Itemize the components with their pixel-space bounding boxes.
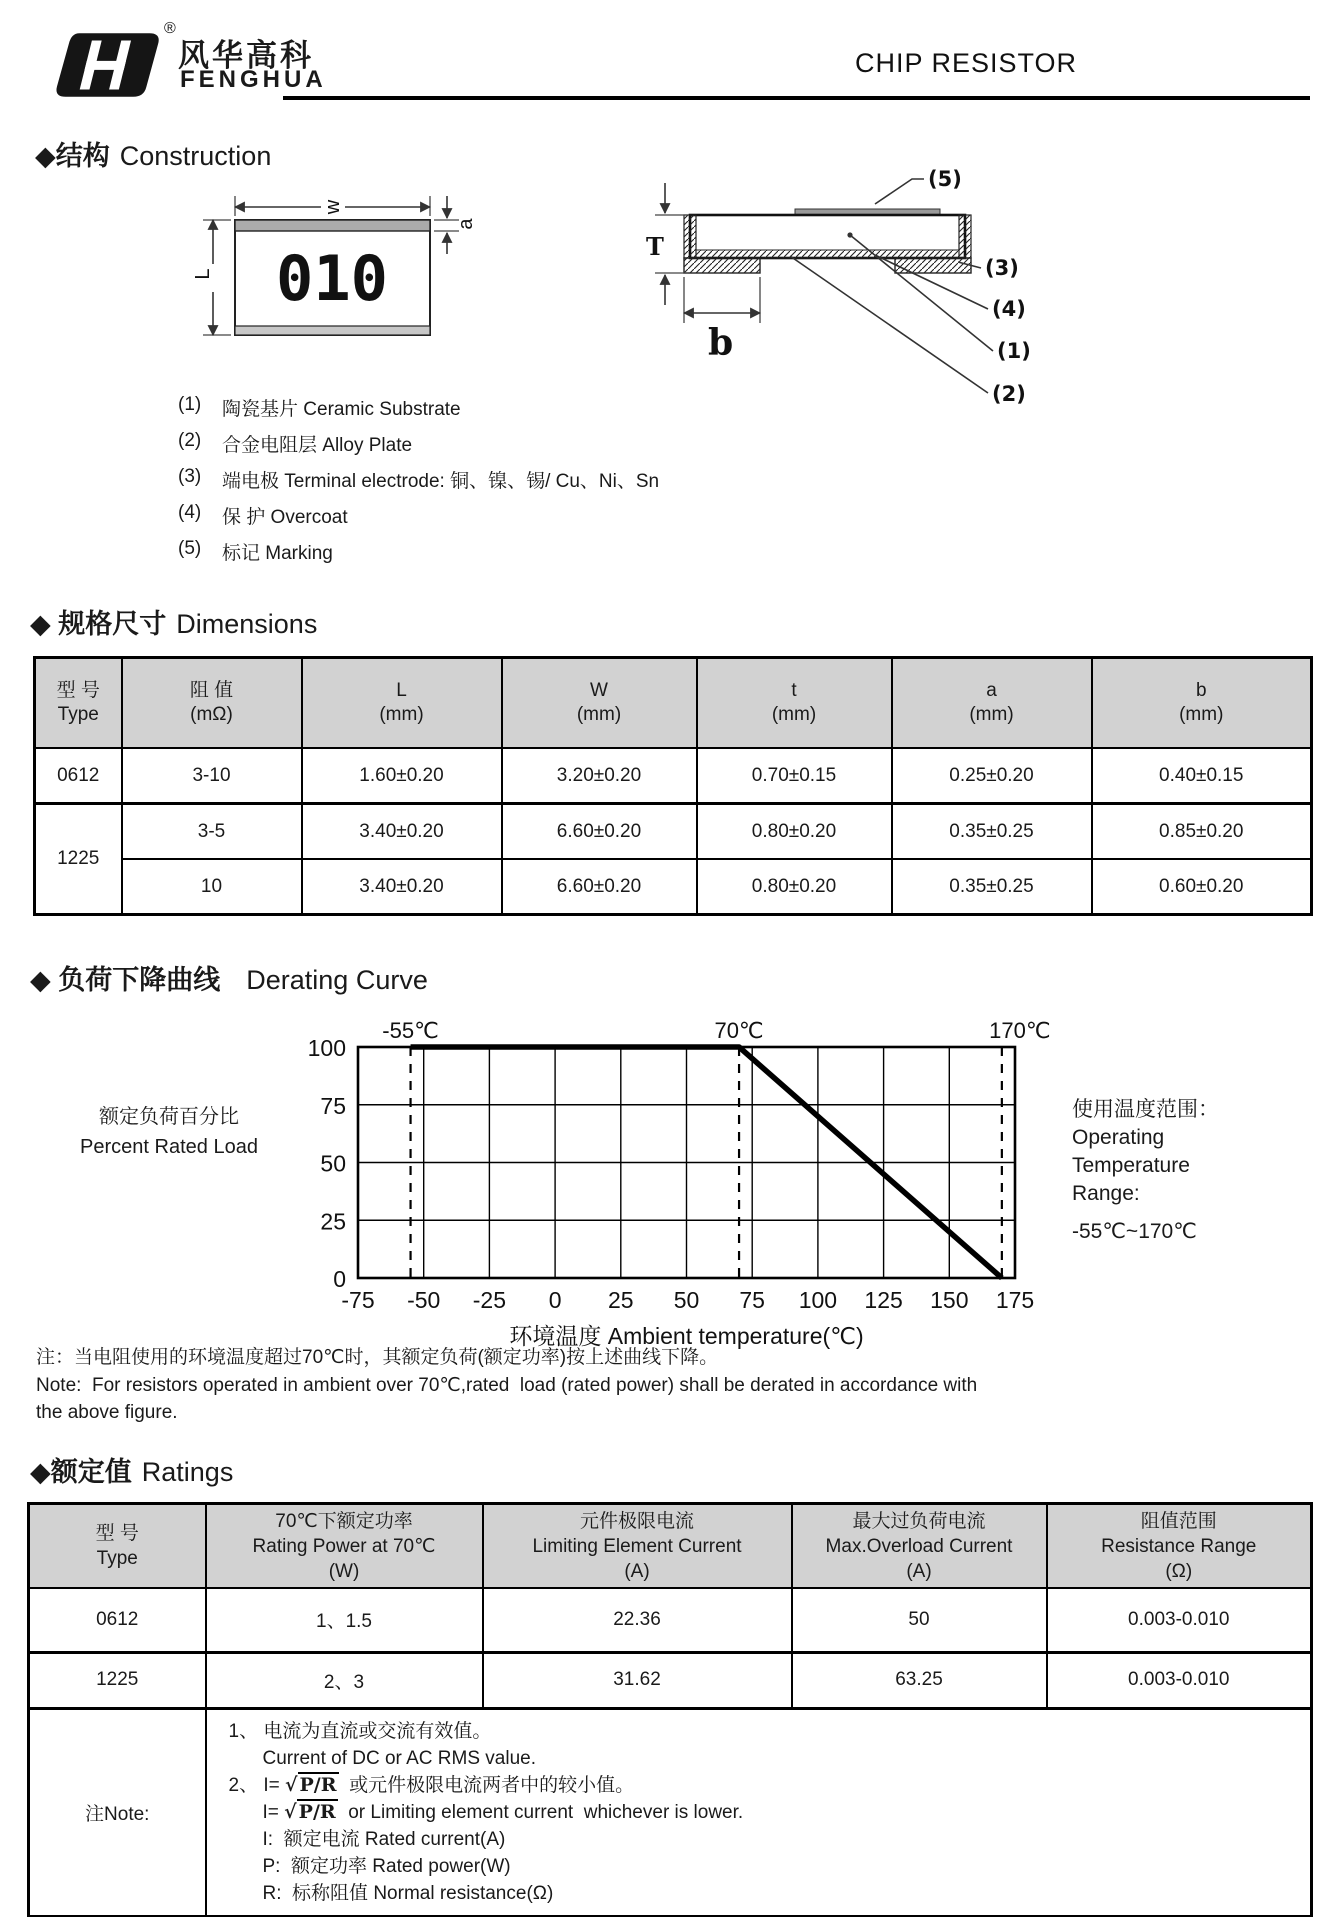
dim-cell: 1.60±0.20	[302, 748, 502, 804]
y-axis-title-zh: 额定负荷百分比	[99, 1106, 239, 1128]
derating-note-zh: 注：当电阻使用的环境温度超过70℃时，其额定负荷(额定功率)按上述曲线下降。	[36, 1347, 719, 1368]
ratings-note-label: 注Note:	[29, 1708, 206, 1916]
chip-marking: 010	[276, 242, 388, 315]
x-tick-label: -50	[407, 1287, 441, 1313]
dim-col-resistance: 阻 值 (mΩ)	[122, 658, 302, 749]
construction-item-num: (2)	[178, 430, 202, 451]
dim-cell: 0.35±0.25	[892, 804, 1092, 860]
dim-label-w: w	[322, 199, 344, 215]
left-end-electrode	[684, 215, 696, 258]
right-end-electrode	[959, 215, 971, 258]
x-tick-label: 125	[864, 1287, 903, 1313]
dim-label-t: T	[646, 232, 664, 261]
ratings-cell: 63.25	[792, 1652, 1047, 1708]
registered-trademark-icon: ®	[164, 20, 176, 37]
temperature-annotation: 170℃	[989, 1020, 1051, 1043]
construction-topview-diagram	[175, 190, 485, 355]
heading-en: Ratings	[141, 1457, 234, 1487]
dimensions-row-0612	[35, 748, 1312, 804]
ratings-cell: 0.003-0.010	[1047, 1652, 1312, 1708]
dim-cell: 0.25±0.20	[892, 748, 1092, 804]
ratings-cell: 0.003-0.010	[1047, 1588, 1312, 1652]
y-tick-label: 75	[320, 1092, 346, 1119]
dim-cell: 3.40±0.20	[302, 804, 502, 860]
dim-cell: 3.40±0.20	[302, 859, 502, 915]
dimensions-header-row	[35, 658, 1312, 749]
ratings-note-line: I= √ P/R or Limiting element current whichever is lower.	[262, 1800, 744, 1823]
construction-section-diagram	[640, 155, 1035, 410]
heading-zh: ◆结构	[35, 141, 110, 171]
ratings-header-row	[29, 1504, 1312, 1589]
ratings-note-line: R: 标称阻值 Normal resistance(Ω)	[262, 1882, 554, 1904]
ratings-note-line: 2、 I= √ P/R 或元件极限电流两者中的较小值。	[228, 1773, 635, 1796]
op-range-value: -55℃~170℃	[1072, 1220, 1197, 1243]
ratings-note-row	[29, 1708, 1312, 1916]
construction-item	[178, 430, 659, 457]
callout-5: (5)	[928, 167, 962, 191]
dim-cell-type: 1225	[35, 804, 122, 915]
x-tick-label: -75	[341, 1287, 375, 1313]
x-tick-label: -25	[472, 1287, 507, 1313]
heading-zh: ◆额定值	[30, 1457, 132, 1487]
dim-cell: 0.70±0.15	[697, 748, 892, 804]
ratings-cell: 22.36	[483, 1588, 792, 1652]
section-heading-dimensions	[30, 602, 317, 641]
heading-zh: ◆ 负荷下降曲线	[30, 965, 221, 995]
ratings-cell: 2、3	[206, 1652, 483, 1708]
ratings-cell: 31.62	[483, 1652, 792, 1708]
ratings-col-overload-current: 最大过负荷电流 Max.Overload Current (A)	[792, 1504, 1047, 1589]
brand-name-en: FENGHUA	[180, 66, 327, 93]
dim-cell: 0.80±0.20	[697, 859, 892, 915]
construction-item-text: 标记 Marking	[222, 543, 333, 564]
heading-en: Dimensions	[176, 609, 318, 639]
dimensions-row-1225a	[35, 804, 1312, 860]
dim-cell: 6.60±0.20	[502, 859, 697, 915]
y-tick-label: 0	[333, 1266, 346, 1292]
callout-3: (3)	[985, 256, 1019, 280]
section-heading-derating	[30, 958, 428, 997]
dim-cell: 0.85±0.20	[1092, 804, 1312, 860]
left-bottom-electrode	[684, 258, 760, 273]
ratings-note-line: Current of DC or AC RMS value.	[262, 1747, 536, 1769]
header-rule	[283, 96, 1310, 100]
section-heading-ratings	[30, 1450, 233, 1489]
sqrt-expression: √ P/R	[284, 1800, 336, 1823]
construction-item	[178, 502, 659, 529]
heading-en: Construction	[119, 141, 272, 171]
alloy-layer	[696, 250, 959, 258]
brand-name-cn: 风华高科	[178, 38, 314, 73]
x-tick-label: 100	[798, 1287, 838, 1313]
y-axis-title	[55, 1102, 283, 1162]
heading-zh: ◆ 规格尺寸	[30, 609, 167, 639]
construction-item-text: 陶瓷基片 Ceramic Substrate	[222, 399, 461, 420]
x-tick-label: 50	[673, 1287, 700, 1313]
op-range-en: Temperature	[1072, 1154, 1190, 1177]
derating-note-en: Note: For resistors operated in ambient over 70℃,rated load (rated power) shall be derated in accordance with	[36, 1374, 978, 1396]
dim-cell: 3-10	[122, 748, 302, 804]
dim-cell: 0.35±0.25	[892, 859, 1092, 915]
ratings-col-limiting-current: 元件极限电流 Limiting Element Current (A)	[483, 1504, 792, 1589]
ratings-note-line: I: 额定电流 Rated current(A)	[262, 1828, 506, 1850]
callout-1: (1)	[997, 339, 1031, 363]
sqrt-expression: √ P/R	[285, 1773, 337, 1796]
dim-cell: 0.60±0.20	[1092, 859, 1312, 915]
ratings-note-line: P: 额定功率 Rated power(W)	[262, 1855, 511, 1877]
dim-col-type: 型 号 Type	[35, 658, 122, 749]
x-tick-label: 75	[739, 1287, 765, 1313]
ratings-cell: 1225	[29, 1652, 206, 1708]
ratings-row-1225	[29, 1652, 1312, 1708]
x-tick-label: 0	[548, 1287, 562, 1313]
callout-4: (4)	[992, 297, 1026, 321]
ratings-col-type: 型 号 Type	[29, 1504, 206, 1589]
dim-cell: 3-5	[122, 804, 302, 860]
ratings-notes	[206, 1708, 1312, 1916]
construction-item	[178, 394, 659, 421]
dim-col-b: b (mm)	[1092, 658, 1312, 749]
y-axis-title-en: Percent Rated Load	[80, 1136, 258, 1158]
dim-col-t: t (mm)	[697, 658, 892, 749]
section-heading-construction	[35, 134, 271, 173]
dim-label-b: b	[708, 322, 734, 364]
x-tick-label: 175	[995, 1287, 1035, 1313]
chip-top-electrode-band	[235, 220, 430, 231]
dim-cell-type: 0612	[35, 748, 122, 804]
ratings-cell: 0612	[29, 1588, 206, 1652]
construction-item	[178, 466, 659, 493]
ratings-table	[27, 1502, 1313, 1917]
op-range-zh: 使用温度范围：	[1072, 1098, 1219, 1121]
ratings-col-power: 70℃下额定功率 Rating Power at 70℃ (W)	[206, 1504, 483, 1589]
construction-item	[178, 538, 659, 565]
construction-item-text: 保 护 Overcoat	[222, 507, 348, 528]
derating-curve-chart	[290, 1020, 1065, 1350]
heading-en: Derating Curve	[246, 965, 428, 995]
construction-item-num: (1)	[178, 394, 202, 415]
ratings-row-0612	[29, 1588, 1312, 1652]
x-axis-title: 环境温度 Ambient temperature(℃)	[509, 1323, 864, 1349]
dimensions-row-1225b	[35, 859, 1312, 915]
dim-cell: 3.20±0.20	[502, 748, 697, 804]
temperature-annotation: -55℃	[382, 1020, 439, 1043]
dimensions-table	[33, 656, 1313, 916]
dim-col-w: W (mm)	[502, 658, 697, 749]
op-range-en: Operating	[1072, 1126, 1165, 1149]
x-tick-label: 150	[930, 1287, 969, 1313]
dim-col-a: a (mm)	[892, 658, 1092, 749]
dim-label-a: a	[455, 218, 477, 230]
construction-item-num: (3)	[178, 466, 202, 487]
construction-item-num: (5)	[178, 538, 202, 559]
dim-label-l: L	[192, 268, 214, 280]
operating-temperature-range-note	[1072, 1096, 1317, 1246]
construction-item-list	[178, 394, 659, 574]
chip-bottom-electrode-band	[235, 326, 430, 335]
ratings-note-line: 1、 电流为直流或交流有效值。	[228, 1720, 492, 1742]
derating-note-en: the above figure.	[36, 1402, 178, 1423]
ratings-cell: 1、1.5	[206, 1588, 483, 1652]
construction-item-text: 端电极 Terminal electrode: 铜、镍、锡/ Cu、Ni、Sn	[222, 471, 660, 492]
dim-cell: 10	[122, 859, 302, 915]
dim-cell: 6.60±0.20	[502, 804, 697, 860]
document-title: CHIP RESISTOR	[855, 48, 1078, 78]
derating-note	[36, 1344, 1306, 1427]
y-tick-label: 25	[320, 1208, 346, 1235]
dim-cell: 0.80±0.20	[697, 804, 892, 860]
x-tick-label: 25	[608, 1287, 634, 1313]
fenghua-logo-icon	[55, 26, 161, 104]
callout-2: (2)	[992, 382, 1026, 406]
ratings-cell: 50	[792, 1588, 1047, 1652]
dim-cell: 0.40±0.15	[1092, 748, 1312, 804]
y-tick-label: 50	[320, 1150, 346, 1177]
construction-item-num: (4)	[178, 502, 202, 523]
dim-col-l: L (mm)	[302, 658, 502, 749]
temperature-annotation: 70℃	[714, 1020, 764, 1043]
y-tick-label: 100	[307, 1035, 346, 1061]
op-range-en: Range:	[1072, 1182, 1140, 1205]
construction-item-text: 合金电阻层 Alloy Plate	[222, 435, 413, 456]
ratings-col-resistance-range: 阻值范围 Resistance Range (Ω)	[1047, 1504, 1312, 1589]
